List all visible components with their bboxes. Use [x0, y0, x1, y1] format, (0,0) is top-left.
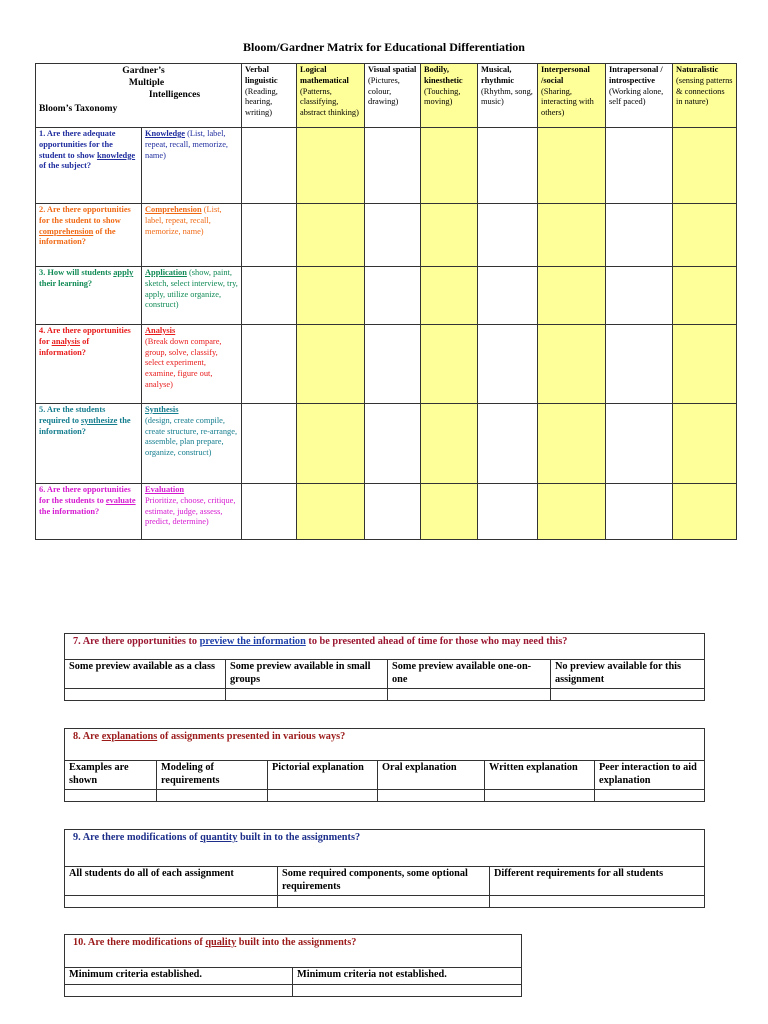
bloom-question: 3. How will students apply their learning?: [36, 267, 142, 325]
explanations-option: Written explanation: [485, 761, 595, 790]
cell[interactable]: [365, 404, 421, 484]
cell[interactable]: [421, 404, 478, 484]
header-row: [36, 64, 737, 128]
table-row: [36, 404, 737, 484]
explanations-question: 8. Are explanations of assignments presented in various ways?: [65, 729, 705, 761]
cell[interactable]: [297, 128, 365, 204]
answer-cell[interactable]: [388, 689, 551, 701]
bloom-level: Synthesis (design, create compile, create structure, re-arrange, assemble, plan prepare, organize, construct): [142, 404, 242, 484]
table-row: [36, 325, 737, 404]
cell[interactable]: [297, 267, 365, 325]
cell[interactable]: [365, 204, 421, 267]
corner-intelligences: Intelligences: [148, 89, 201, 100]
header-visual: [365, 64, 421, 128]
cell[interactable]: [478, 484, 538, 540]
bloom-level: Knowledge (List, label, repeat, recall, memorize, name): [142, 128, 242, 204]
bloom-question: 2. Are there opportunities for the student to show comprehension of the information?: [36, 204, 142, 267]
intelligence-name: Intrapersonal / introspective: [609, 65, 663, 85]
answer-cell[interactable]: [65, 985, 293, 997]
quantity-table: [64, 829, 705, 908]
cell[interactable]: [421, 325, 478, 404]
header-verbal: [242, 64, 297, 128]
corner-multiple: Multiple: [128, 77, 165, 88]
answer-cell[interactable]: [268, 790, 378, 802]
intelligence-name: Verbal linguistic: [245, 65, 278, 85]
cell[interactable]: [242, 325, 297, 404]
cell[interactable]: [673, 325, 737, 404]
cell[interactable]: [673, 404, 737, 484]
intelligence-desc: (Working alone, self paced): [609, 86, 664, 107]
bloom-level: Comprehension (List, label, repeat, recall, memorize, name): [142, 204, 242, 267]
cell[interactable]: [673, 204, 737, 267]
table-row: [36, 267, 737, 325]
intelligence-name: Musical, rhythmic: [481, 65, 515, 85]
cell[interactable]: [242, 484, 297, 540]
cell[interactable]: [606, 128, 673, 204]
quality-option: Minimum criteria established.: [65, 968, 293, 985]
quantity-option: All students do all of each assignment: [65, 867, 278, 896]
cell[interactable]: [242, 128, 297, 204]
intelligence-desc: (sensing patterns & connections in nature): [676, 75, 733, 107]
cell[interactable]: [297, 404, 365, 484]
intelligence-desc: (Patterns, classifying, abstract thinking): [300, 86, 359, 118]
answer-cell[interactable]: [293, 985, 522, 997]
cell[interactable]: [365, 267, 421, 325]
quality-option: Minimum criteria not established.: [293, 968, 522, 985]
cell[interactable]: [538, 128, 606, 204]
table-row: [36, 484, 737, 540]
quantity-question: 9. Are there modifications of quantity built in to the assignments?: [65, 830, 705, 867]
header-bodily: [421, 64, 478, 128]
cell[interactable]: [242, 204, 297, 267]
cell[interactable]: [538, 325, 606, 404]
corner-gardner: Gardner’s: [122, 65, 165, 76]
intelligence-name: Interpersonal /social: [541, 65, 590, 85]
answer-cell[interactable]: [65, 689, 226, 701]
cell[interactable]: [365, 325, 421, 404]
cell[interactable]: [297, 325, 365, 404]
cell[interactable]: [538, 484, 606, 540]
cell[interactable]: [242, 267, 297, 325]
answer-cell[interactable]: [378, 790, 485, 802]
bloom-question: 6. Are there opportunities for the students to evaluate the information?: [36, 484, 142, 540]
cell[interactable]: [538, 404, 606, 484]
preview-option: Some preview available one-on-one: [388, 660, 551, 689]
cell[interactable]: [421, 484, 478, 540]
cell[interactable]: [478, 204, 538, 267]
cell[interactable]: [606, 325, 673, 404]
cell[interactable]: [538, 267, 606, 325]
bloom-level: Evaluation Prioritize, choose, critique, estimate, judge, assess, predict, determine): [142, 484, 242, 540]
preview-question: 7. Are there opportunities to preview the information to be presented ahead of time for those who may need this?: [65, 634, 705, 660]
explanations-option: Examples are shown: [65, 761, 157, 790]
header-naturalistic: [673, 64, 737, 128]
intelligence-desc: (Touching, moving): [424, 86, 461, 107]
table-row: [36, 204, 737, 267]
header-interpersonal: [538, 64, 606, 128]
cell[interactable]: [478, 267, 538, 325]
cell[interactable]: [478, 325, 538, 404]
answer-cell[interactable]: [65, 896, 278, 908]
intelligence-name: Visual spatial: [368, 65, 417, 74]
header-logical: [297, 64, 365, 128]
answer-cell[interactable]: [490, 896, 705, 908]
cell[interactable]: [606, 267, 673, 325]
cell[interactable]: [478, 128, 538, 204]
answer-cell[interactable]: [65, 790, 157, 802]
cell[interactable]: [365, 128, 421, 204]
cell[interactable]: [673, 484, 737, 540]
quantity-option: Different requirements for all students: [490, 867, 705, 896]
bloom-question: 5. Are the students required to synthesize the information?: [36, 404, 142, 484]
corner-bloom: Bloom’s Taxonomy: [39, 103, 118, 114]
cell[interactable]: [478, 404, 538, 484]
explanations-option: Peer interaction to aid explanation: [595, 761, 705, 790]
preview-option: No preview available for this assignment: [551, 660, 705, 689]
quality-table: [64, 934, 522, 997]
answer-cell[interactable]: [278, 896, 490, 908]
cell[interactable]: [421, 204, 478, 267]
intelligence-desc: (Reading, hearing, writing): [245, 86, 278, 118]
cell[interactable]: [606, 404, 673, 484]
cell[interactable]: [242, 404, 297, 484]
corner-cell: [36, 64, 242, 128]
explanations-option: Pictorial explanation: [268, 761, 378, 790]
cell[interactable]: [297, 484, 365, 540]
explanations-option: Oral explanation: [378, 761, 485, 790]
cell[interactable]: [673, 267, 737, 325]
answer-cell[interactable]: [551, 689, 705, 701]
intelligence-name: Naturalistic: [676, 65, 719, 74]
cell[interactable]: [673, 128, 737, 204]
cell[interactable]: [421, 128, 478, 204]
preview-table: [64, 633, 705, 701]
intelligence-desc: (Rhythm, song, music): [481, 86, 533, 107]
bloom-question: 1. Are there adequate opportunities for the student to show knowledge of the subject?: [36, 128, 142, 204]
cell[interactable]: [421, 267, 478, 325]
intelligence-desc: (Sharing, interacting with others): [541, 86, 594, 118]
cell[interactable]: [365, 484, 421, 540]
cell[interactable]: [297, 204, 365, 267]
answer-cell[interactable]: [157, 790, 268, 802]
answer-cell[interactable]: [485, 790, 595, 802]
cell[interactable]: [606, 204, 673, 267]
cell[interactable]: [606, 484, 673, 540]
header-musical: [478, 64, 538, 128]
answer-cell[interactable]: [226, 689, 388, 701]
explanations-option: Modeling of requirements: [157, 761, 268, 790]
preview-option: Some preview available in small groups: [226, 660, 388, 689]
quantity-option: Some required components, some optional requirements: [278, 867, 490, 896]
intelligence-desc: (Pictures, colour, drawing): [368, 75, 400, 107]
intelligence-name: Logical mathematical: [300, 65, 349, 85]
intelligence-name: Bodily, kinesthetic: [424, 65, 463, 85]
bloom-question: 4. Are there opportunities for analysis of information?: [36, 325, 142, 404]
table-row: [36, 128, 737, 204]
bloom-gardner-matrix: [35, 63, 737, 540]
explanations-table: [64, 728, 705, 802]
header-intrapersonal: [606, 64, 673, 128]
cell[interactable]: [538, 204, 606, 267]
preview-option: Some preview available as a class: [65, 660, 226, 689]
bloom-level: Application (show, paint, sketch, select interview, try, apply, utilize organize, construct): [142, 267, 242, 325]
page-title: Bloom/Gardner Matrix for Educational Differentiation: [243, 40, 525, 54]
bloom-level: Analysis (Break down compare, group, solve, classify, select experiment, examine, figure out, analyse): [142, 325, 242, 404]
quality-question: 10. Are there modifications of quality built into the assignments?: [65, 935, 522, 968]
answer-cell[interactable]: [595, 790, 705, 802]
